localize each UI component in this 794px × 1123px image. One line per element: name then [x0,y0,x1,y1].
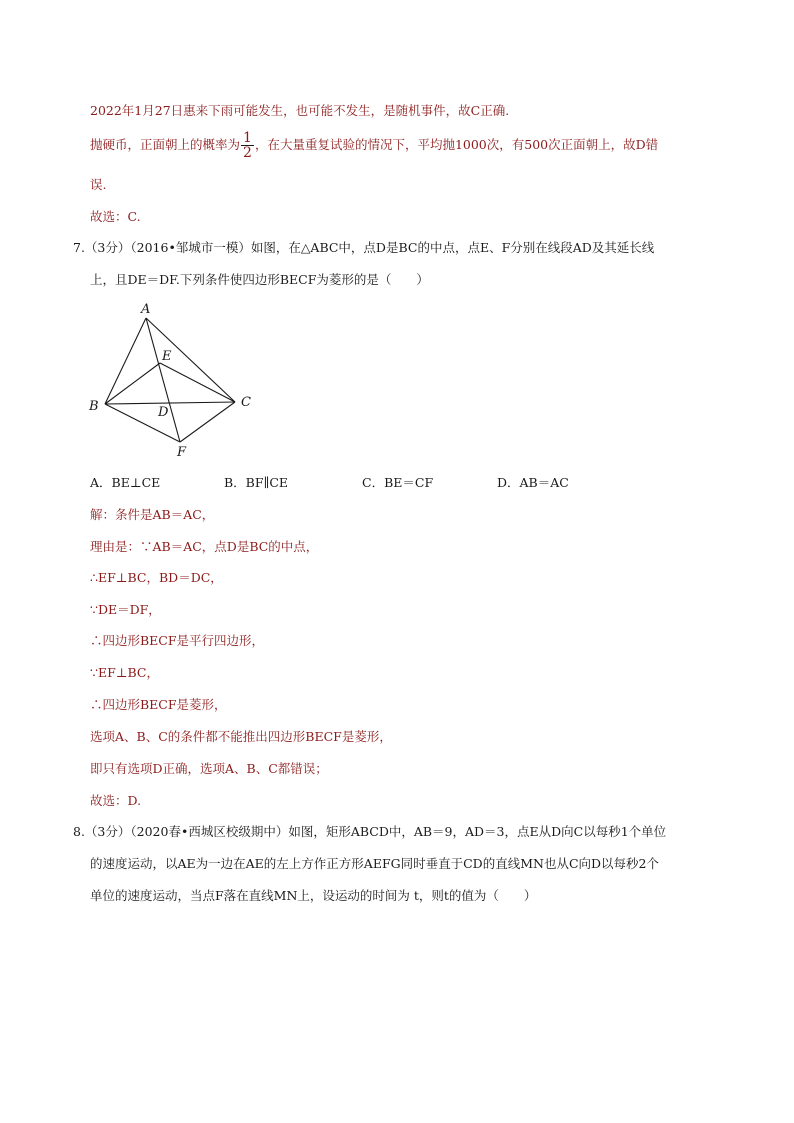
q7-solution-line: 理由是：∵AB＝AC，点D是BC的中点， [90,539,319,554]
vertex-label-e: E [162,349,172,364]
vertex-label-f: F [177,445,187,460]
q6-statement-d [90,131,658,160]
q7-stem-line2: 上，且DE＝DF.下列条件使四边形BECF为菱形的是（ ） [90,272,429,287]
q8-stem-line2: 的速度运动，以AE为一边在AE的左上方作正方形AEFG同时垂直于CD的直线MN也从C向D以每秒2个 [90,856,659,871]
q8-stem-line3: 单位的速度运动，当点F落在直线MN上，设运动的时间为 t，则t的值为（ ） [90,888,537,903]
q6-statement-c: 2022年1月27日惠来下雨可能发生，也可能不发生，是随机事件，故C正确. [90,103,510,118]
q7-option-d: D．AB＝AC [497,475,569,490]
q6-statement-d-post: ，在大量重复试验的情况下，平均抛1000次，有500次正面朝上，故D错 [254,137,659,152]
q7-answer: 故选：D. [90,793,142,808]
q6-answer: 故选：C. [90,209,141,224]
q7-option-b: B．BF∥CE [224,475,289,490]
q8-stem-line1: 8.（3分）（2020春•西城区校级期中）如图，矩形ABCD中，AB＝9，AD＝3，点E从D向C以每秒1个单位 [73,824,667,839]
q7-figure [80,298,270,463]
q7-solution-line: 解：条件是AB＝AC， [90,507,215,522]
vertex-label-a: A [141,302,151,317]
vertex-label-c: C [241,395,251,410]
vertex-label-b: B [89,399,99,414]
probability-fraction [241,131,254,160]
q7-solution-line: ∵DE＝DF， [90,602,161,617]
q7-solution-line: 选项A、B、C的条件都不能推出四边形BECF是菱形， [90,729,392,744]
q7-stem-line1: 7.（3分）（2016•邹城市一模）如图，在△ABC中，点D是BC的中点，点E、F分别在线段AD及其延长线 [73,240,655,255]
q7-solution-line: 即只有选项D正确，选项A、B、C都错误； [90,761,328,776]
q7-option-c: C．BE＝CF [362,475,434,490]
q6-statement-d-pre: 抛硬币，正面朝上的概率为 [90,137,241,152]
q7-option-a: A．BE⊥CE [90,475,161,490]
fraction-numerator: 1 [243,130,252,146]
vertex-label-d: D [158,405,169,420]
q7-solution-line: ∴四边形BECF是平行四边形， [90,633,265,648]
q7-solution-line: ∴四边形BECF是菱形， [90,697,227,712]
q7-solution-line: ∴EF⊥BC，BD＝DC， [90,570,223,585]
q6-statement-d-end: 误. [90,177,107,192]
q7-solution-line: ∵EF⊥BC， [90,665,159,680]
fraction-denominator: 2 [243,145,252,161]
